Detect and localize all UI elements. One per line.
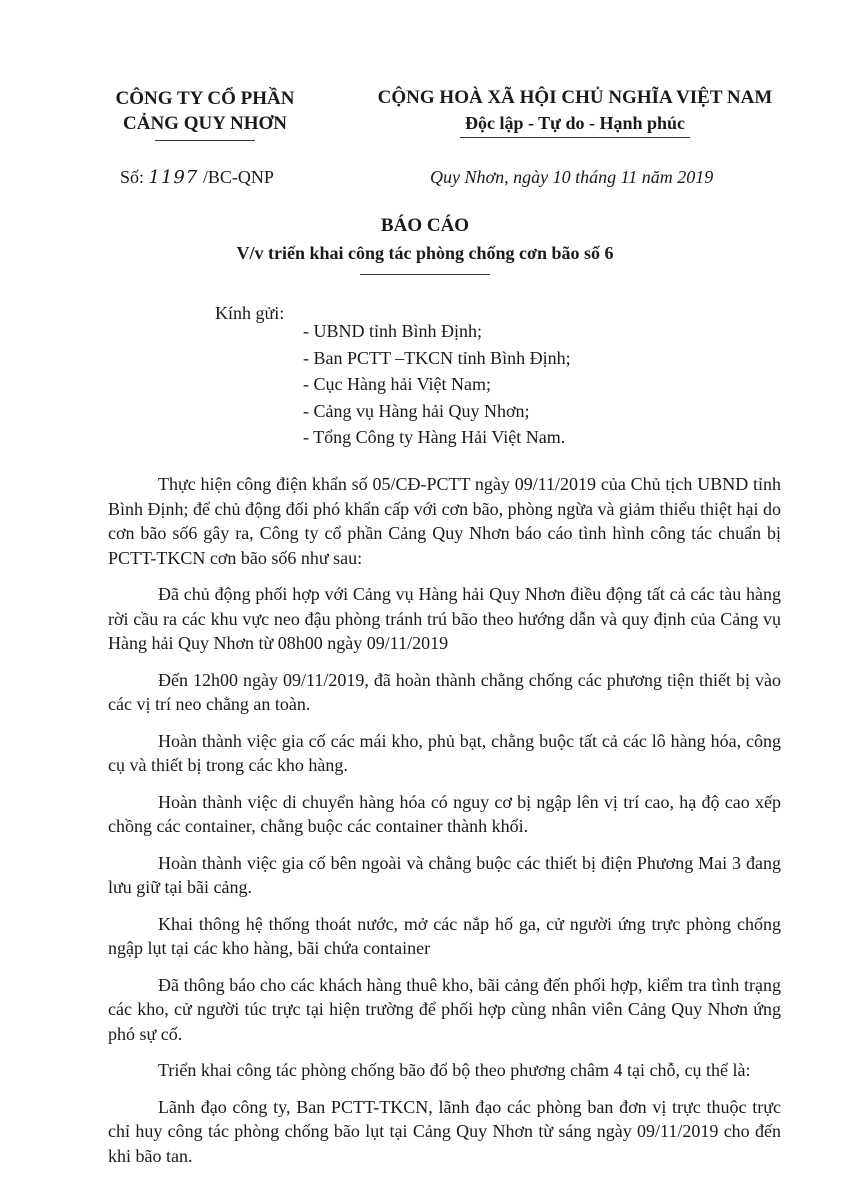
body-paragraph: Hoàn thành việc di chuyển hàng hóa có nguy cơ bị ngập lên vị trí cao, hạ độ cao xếp chồng các container, chằng buộc các container thành khối. (108, 791, 781, 836)
company-line-2: CẢNG QUY NHƠN (123, 113, 287, 134)
greeting: Kính gửi: (215, 303, 285, 323)
body-paragraph: Hoàn thành việc gia cố các mái kho, phủ bạt, chằng buộc tất cả các lô hàng hóa, công cụ và thiết bị trong các kho hàng. (108, 730, 781, 775)
body-paragraph: Đã chủ động phối hợp với Cảng vụ Hàng hải Quy Nhơn điều động tất cả các tàu hàng rời cầu ra các khu vực neo đậu phòng tránh trú bão theo hướng dẫn và quy định của Cảng vụ Hàng hải Quy Nhơn từ 08h00 ngày 09/11/2019 (108, 584, 781, 653)
place-and-date: Quy Nhơn, ngày 10 tháng 11 năm 2019 (430, 167, 714, 187)
document-title: BÁO CÁO (380, 215, 470, 236)
body-paragraph: Thực hiện công điện khẩn số 05/CĐ-PCTT ngày 09/11/2019 của Chủ tịch UBND tỉnh Bình Định; để chủ động đối phó khẩn cấp với cơn bão, phòng ngừa và giảm thiểu thiệt hại do cơn bão số6 gây ra, Công ty cổ phần Cảng Quy Nhơn báo cáo tình hình công tác chuẩn bị PCTT-TKCN cơn bão số6 như sau: (108, 474, 781, 568)
recipient-item: - UBND tỉnh Bình Định; (303, 321, 483, 341)
company-underline (155, 140, 255, 141)
recipient-item: - Tổng Công ty Hàng Hải Việt Nam. (303, 427, 566, 447)
body-paragraph: Hoàn thành việc gia cố bên ngoài và chằng buộc các thiết bị điện Phương Mai 3 đang lưu giữ tại bãi cảng. (108, 852, 781, 897)
recipient-item: - Cảng vụ Hàng hải Quy Nhơn; (303, 400, 530, 421)
body-paragraph: Khai thông hệ thống thoát nước, mở các nắp hố ga, cử người ứng trực phòng chống ngập lụt tại các kho hàng, bãi chứa container (108, 913, 781, 958)
document-number-prefix: Số: (120, 167, 145, 187)
body-paragraph: Đã thông báo cho các khách hàng thuê kho, bãi cảng đến phối hợp, kiểm tra tình trạng các kho, cử người túc trực tại hiện trường để phối hợp cùng nhân viên Cảng Quy Nhơn ứng phó sự cố. (108, 974, 781, 1044)
document-number-handwritten: 1197 (148, 167, 199, 188)
recipient-item: - Cục Hàng hải Việt Nam; (303, 374, 492, 394)
subject-underline (360, 274, 490, 275)
company-name (100, 86, 310, 136)
body-paragraph: Đến 12h00 ngày 09/11/2019, đã hoàn thành chằng chống các phương tiện thiết bị vào các vị trí neo chằng an toàn. (108, 669, 781, 714)
document-number-suffix: /BC-QNP (202, 167, 274, 187)
company-line-1: CÔNG TY CỔ PHẦN (115, 88, 295, 109)
body-paragraph: Triển khai công tác phòng chống bão đổ bộ theo phương châm 4 tại chỗ, cụ thể là: (158, 1060, 751, 1080)
motto-underline (460, 137, 690, 138)
recipient-item: - Ban PCTT –TKCN tỉnh Bình Định; (303, 347, 571, 368)
body-paragraph: Lãnh đạo công ty, Ban PCTT-TKCN, lãnh đạo các phòng ban đơn vị trực thuộc trực chỉ huy công tác phòng chống bão lụt tại Cảng Quy Nhơn từ sáng ngày 09/11/2019 cho đến khi bão tan. (108, 1096, 781, 1166)
report-body (108, 472, 781, 1180)
document-number (120, 164, 274, 191)
recipient-list (303, 318, 571, 451)
document-subject: V/v triển khai công tác phòng chống cơn bão số 6 (236, 243, 614, 263)
republic-heading: CỘNG HOÀ XÃ HỘI CHỦ NGHĨA VIỆT NAM (377, 87, 773, 108)
motto: Độc lập - Tự do - Hạnh phúc (464, 113, 686, 133)
